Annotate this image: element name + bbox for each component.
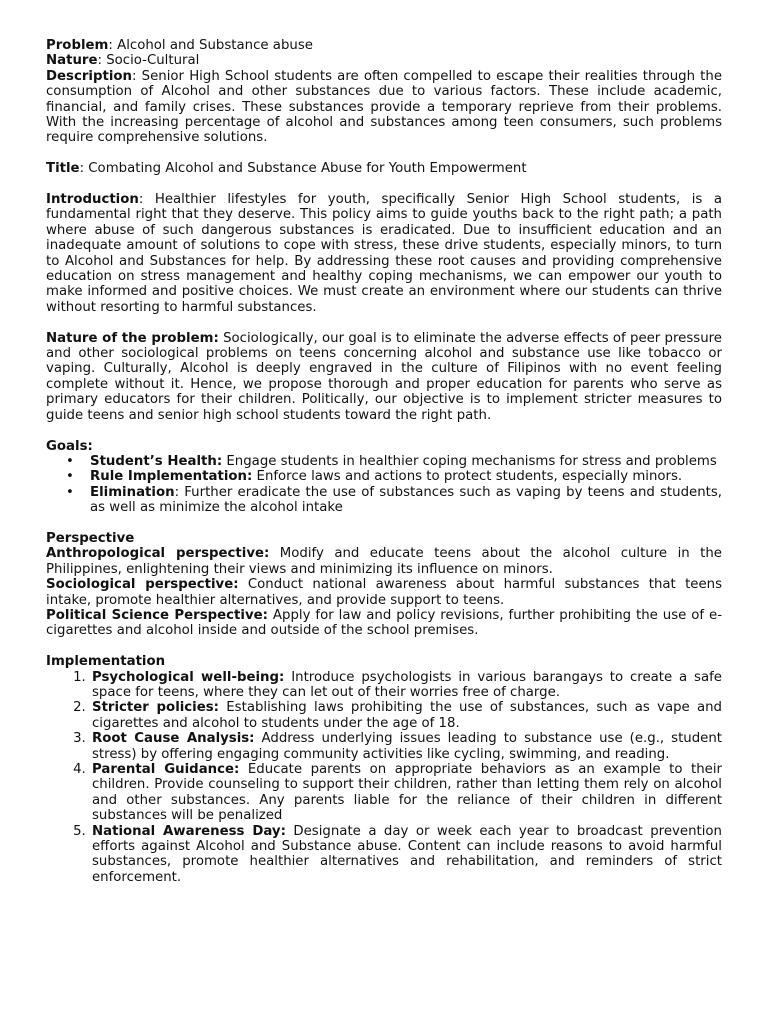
implementation-heading: Implementation xyxy=(46,654,166,670)
problem-line xyxy=(46,38,722,53)
introduction-label: Introduction xyxy=(46,192,139,208)
nature-value: : Socio-Cultural xyxy=(97,53,200,69)
goal-label: Rule Implementation: xyxy=(90,469,253,485)
title-value: : Combating Alcohol and Substance Abuse for Youth Empowerment xyxy=(79,161,527,177)
nature-of-problem-label: Nature of the problem: xyxy=(46,330,219,346)
implementation-item xyxy=(90,670,722,701)
goal-label: Student’s Health: xyxy=(90,453,223,469)
goal-text: Engage students in healthier coping mechanisms for stress and problems xyxy=(222,453,717,469)
goal-item xyxy=(66,484,722,516)
title-label: Title xyxy=(46,161,80,177)
implementation-label: National Awareness Day: xyxy=(92,823,286,839)
implementation-text: Introduce psychologists in various barangays to create a safe space for teens, where they can let out of their worries free of charge. xyxy=(92,669,722,700)
introduction-paragraph xyxy=(46,192,722,315)
nature-of-problem-paragraph xyxy=(46,331,722,423)
goals-list xyxy=(46,454,722,516)
perspective-label: Anthropological perspective: xyxy=(46,546,270,562)
description-paragraph xyxy=(46,69,722,146)
implementation-label: Root Cause Analysis: xyxy=(92,731,255,747)
goal-item xyxy=(66,469,722,485)
implementation-text: Establishing laws prohibiting the use of substances, such as vape and cigarettes and alcohol to students under the age of 18. xyxy=(92,700,723,731)
bullet-icon: • xyxy=(66,469,74,485)
implementation-item xyxy=(90,700,722,731)
bullet-icon: • xyxy=(66,453,74,469)
perspective-label: Sociological perspective: xyxy=(46,577,239,593)
perspective-item xyxy=(46,577,722,608)
goals-heading: Goals: xyxy=(46,438,93,454)
perspective-label: Political Science Perspective: xyxy=(46,607,268,623)
implementation-text: Designate a day or week each year to broadcast prevention efforts against Alcohol and Substance abuse. Content can include reasons to avoid harmful substances, promote healthier alternatives and rehabilitation, and reminders of strict enforcement. xyxy=(92,823,722,885)
perspective-heading: Perspective xyxy=(46,530,135,546)
description-label: Description xyxy=(46,68,133,84)
nature-label: Nature xyxy=(46,53,98,69)
perspective-item xyxy=(46,608,722,639)
perspective-text: Modify and educate teens about the alcohol culture in the Philippines, enlightening their views and minimizing its influence on minors. xyxy=(46,546,722,577)
implementation-item xyxy=(90,762,722,824)
perspective-text: Conduct national awareness about harmful substances that teens intake, promote healthier alternatives, and provide support to teens. xyxy=(46,577,722,608)
perspective-text: Apply for law and policy revisions, further prohibiting the use of e-cigarettes and alcohol inside and outside of the school premises. xyxy=(46,607,722,639)
implementation-label: Parental Guidance: xyxy=(92,762,240,777)
implementation-list xyxy=(46,670,722,886)
introduction-text: : Healthier lifestyles for youth, specifically Senior High School students, is a fundamental right that they deserve. This policy aims to guide youths back to the right path; a path where abuse of such dangerous substances is eradicated. Due to insufficient education and an inadequate amount of solutions to cope with stress, these drive students, especially minors, to turn to Alcohol and Substances for help. By addressing these root causes and providing comprehensive education on stress management and healthy coping mechanisms, we can empower our youth to make informed and positive choices. We must create an environment where our students can thrive without resorting to harmful substances. xyxy=(46,192,722,315)
implementation-text: Educate parents on appropriate behaviors as an example to their children. Provide counseling to support their children, rather than letting them rely on alcohol and other substances. Any parents liable for the reliance of their children in different substances will be penalized xyxy=(92,762,722,824)
problem-value: : Alcohol and Substance abuse xyxy=(108,38,313,53)
nature-line xyxy=(46,53,722,68)
implementation-label: Stricter policies: xyxy=(92,700,219,716)
goal-text: Enforce laws and actions to protect students, especially minors. xyxy=(252,469,683,485)
nature-of-problem-text: Sociologically, our goal is to eliminate the adverse effects of peer pressure and other sociological problems on teens concerning alcohol and substance use like tobacco or vaping. Culturally, Alcohol is deeply engraved in the culture of Filipinos with no event feeling complete without it. Hence, we propose thorough and proper education for parents who serve as primary educators for their children. Politically, our objective is to implement stricter measures to guide teens and senior high school students toward the right path. xyxy=(46,330,722,423)
bullet-icon: • xyxy=(66,484,74,500)
perspective-item xyxy=(46,546,722,577)
goal-text: : Further eradicate the use of substances such as vaping by teens and students, as well as minimize the alcohol intake xyxy=(90,484,722,516)
implementation-item xyxy=(90,824,722,886)
title-line xyxy=(46,161,722,176)
implementation-text: Address underlying issues leading to substance use (e.g., student stress) by offering engaging community activities like cycling, swimming, and reading. xyxy=(92,731,722,762)
goal-item xyxy=(66,453,722,469)
implementation-label: Psychological well-being: xyxy=(92,669,285,685)
goal-label: Elimination xyxy=(90,484,175,500)
implementation-item xyxy=(90,731,722,762)
description-text: : Senior High School students are often compelled to escape their realities through the consumption of Alcohol and other substances due to various factors. These include academic, financial, and family crises. These substances provide a temporary reprieve from their problems. With the increasing percentage of alcohol and substances among teen consumers, such problems require comprehensive solutions. xyxy=(46,68,722,146)
problem-label: Problem xyxy=(46,38,109,53)
